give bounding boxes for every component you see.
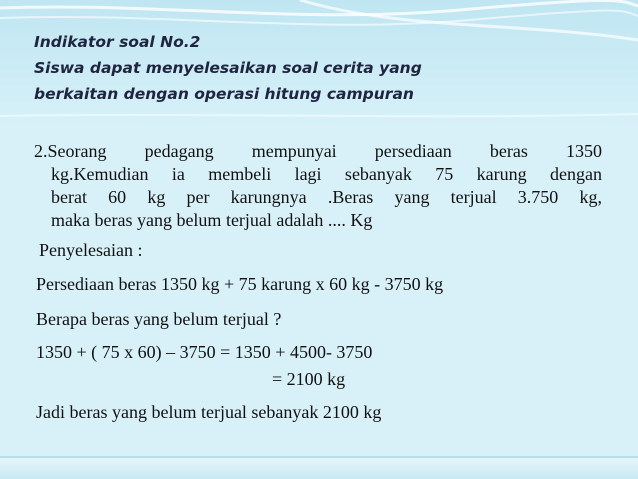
- header-line-3: berkaitan dengan operasi hitung campuran: [34, 85, 414, 103]
- question-line-1: 2.Seorang pedagang mempunyai persediaan beras 1350: [34, 141, 602, 161]
- question-line-3: berat 60 kg per karungnya .Beras yang terjual 3.750 kg,: [51, 187, 602, 207]
- slide-header: [34, 29, 624, 107]
- header-line-1: Indikator soal No.2: [34, 33, 201, 51]
- footer-band: [0, 458, 638, 479]
- solution-line-1: Persediaan beras 1350 kg + 75 karung x 60 kg - 3750 kg: [36, 274, 444, 294]
- question-paragraph: [34, 140, 602, 232]
- solution-line-3: 1350 + ( 75 x 60) – 3750 = 1350 + 4500- 3750: [36, 342, 373, 362]
- solution-line-5: Jadi beras yang belum terjual sebanyak 2100 kg: [36, 402, 382, 422]
- header-line-2: Siswa dapat menyelesaikan soal cerita yang: [34, 59, 422, 77]
- solution-heading: Penyelesaian :: [39, 240, 143, 260]
- solution-line-2: Berapa beras yang belum terjual ?: [36, 309, 282, 329]
- question-line-2: kg.Kemudian ia membeli lagi sebanyak 75 karung dengan: [51, 164, 602, 184]
- solution-line-4: = 2100 kg: [272, 369, 346, 389]
- question-line-4: maka beras yang belum terjual adalah .... Kg: [51, 210, 373, 230]
